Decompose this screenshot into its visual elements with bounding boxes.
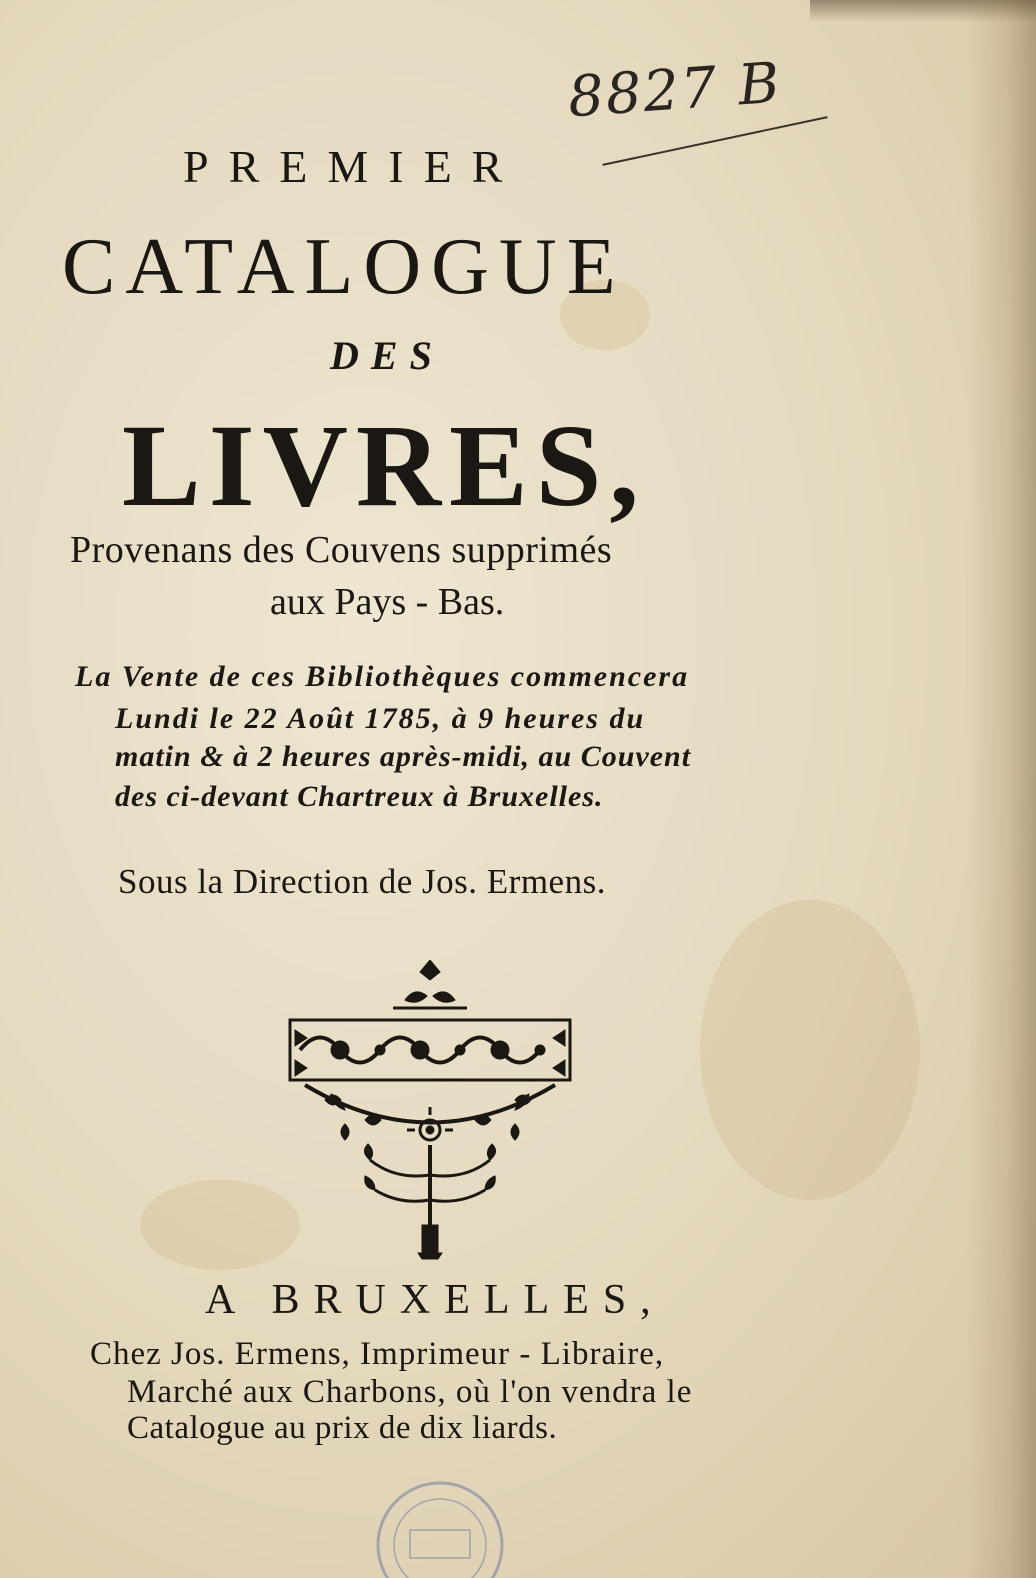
imprint-line-3: Catalogue au prix de dix liards. — [127, 1410, 558, 1446]
handwritten-shelfmark: 8827 B — [565, 50, 784, 131]
title-des: DES — [330, 333, 444, 378]
subtitle-line-1: Provenans des Couvens supprimés — [70, 529, 613, 571]
sale-notice-line-3: matin & à 2 heures après-midi, au Couvent — [115, 740, 692, 773]
sale-notice-line-1: La Vente de ces Bibliothèques commencera — [75, 660, 690, 693]
printers-ornament — [285, 960, 575, 1260]
sale-notice-line-2: Lundi le 22 Août 1785, à 9 heures du — [115, 702, 646, 735]
title-premier: PREMIER — [183, 141, 523, 192]
subtitle-line-2: aux Pays - Bas. — [270, 581, 505, 623]
direction-line: Sous la Direction de Jos. Ermens. — [118, 862, 606, 901]
imprint-city: A BRUXELLES, — [205, 1277, 665, 1323]
imprint-line-1: Chez Jos. Ermens, Imprimeur - Libraire, — [90, 1336, 665, 1372]
imprint-line-2: Marché aux Charbons, où l'on vendra le — [127, 1374, 693, 1410]
paper-stain — [140, 1180, 300, 1270]
title-livres: LIVRES, — [122, 400, 647, 531]
title-catalogue: CATALOGUE — [62, 223, 626, 311]
sale-notice-line-4: des ci-devant Chartreux à Bruxelles. — [115, 780, 604, 813]
paper-stain — [700, 900, 920, 1200]
page-edge — [966, 0, 1036, 1578]
library-stamp — [365, 1475, 515, 1578]
